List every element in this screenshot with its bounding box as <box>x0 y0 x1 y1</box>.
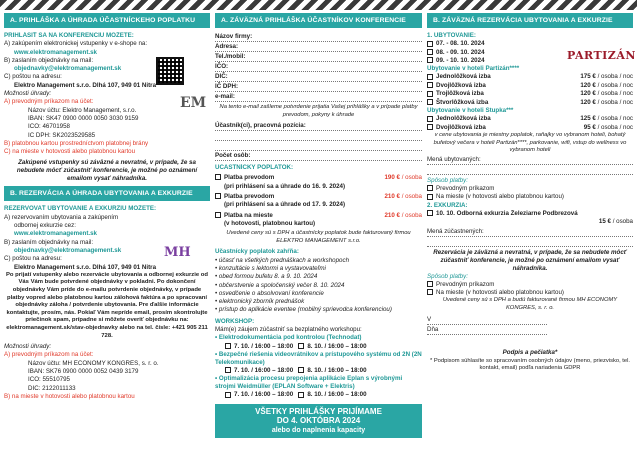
pay-label: Na mieste (v hotovosti alebo platobnou kartou) <box>436 193 564 201</box>
order-info: Po prijatí vstupenky alebo rezervácie ubytovania a odbornej exkurzie od Vás Vám bude potvrdené objednávky v pokladni. Po dokončení objednávky Vám príde do e-mailu potvrdenie objednávky, v prípade platby vopred alebo platobnou kartou zálohová faktúra a po spracovaní objednávky záloha / potvrdenie ubytovania. Pre ďalšie informácie kontaktujte, prosím, nás. Pokiaľ Vám nepríde email, prosím skontrolujte priečinok spam, prípadne si môžete overiť objednávku na: elektromanagement.sk/stav-objednavky alebo na tel. čísle: +421 905 211 728. <box>6 271 208 339</box>
workshop-2: • Bezpečné riešenia videovrátnikov a prístupového systému od 2N (2N Telekomunikace) 7. 10. / 16:00 – 18:00 8. 10. / 16:00 – 18:00 <box>215 350 422 374</box>
checkbox[interactable] <box>427 124 433 130</box>
payment-method-title-1: Spôsob platby: <box>427 176 468 184</box>
field-participants[interactable]: Účastník(ci), pracovná pozícia: <box>215 121 422 131</box>
slot-1: 7. 10. / 16:00 – 18:00 <box>234 391 294 399</box>
payment2-a: A) prevodným príkazom na účet: <box>4 351 94 359</box>
includes-item: • osvedčenie o absolvovaní konferencie <box>215 289 324 297</box>
checkbox[interactable] <box>427 49 433 55</box>
slot-1: 7. 10. / 16:00 – 18:00 <box>234 366 294 374</box>
room-price: 125 € <box>580 115 596 123</box>
checkbox[interactable] <box>427 99 433 105</box>
fee-label: Platba prevodom <box>224 174 275 182</box>
column-accommodation-form <box>427 13 636 373</box>
account2-dic: DIČ: 2122011133 <box>28 384 76 392</box>
account-ico: IČO: 46701958 <box>28 123 70 131</box>
email-note: Na tento e-mail zašleme potvrdenie prijatia Vašej prihlášky a v prípade platby prevodom, pokyny k úhrade <box>219 104 418 118</box>
checkbox[interactable] <box>427 185 433 191</box>
includes-item: • občerstvenie a spoločenský večer 8. 10. 2024 <box>215 281 345 289</box>
date-label: 07. - 08. 10. 2024 <box>436 40 485 48</box>
column-participant-form <box>215 13 422 438</box>
acc-email-link[interactable]: objednavky@elektromanagement.sk <box>14 246 122 254</box>
includes-item: • účasť na všetkých prednáškach a workshopoch <box>215 256 350 264</box>
payment-method-title-2: Spôsob platby: <box>427 272 468 280</box>
excursion-price-row <box>427 218 633 226</box>
checkbox[interactable] <box>427 74 433 80</box>
field-ico[interactable]: IČO: <box>215 62 422 72</box>
field-guest-names[interactable]: Mená ubytovaných: <box>427 155 633 165</box>
checkbox[interactable] <box>215 193 221 199</box>
fee-option-1[interactable] <box>215 174 422 191</box>
section-header-reservation: B. ZÁVÄZNÁ REZERVÁCIA UBYTOVANIA A EXKURZIE <box>427 13 633 28</box>
order-email-link[interactable]: objednavky@elektromanagement.sk <box>14 65 122 73</box>
postal-address: Elektro Management s.r.o. Dlhá 107, 949 01 Nitra <box>14 81 157 89</box>
room-option <box>427 115 633 123</box>
checkbox[interactable] <box>427 57 433 63</box>
payment-a-label: A) prevodným príkazom na účet: <box>4 98 94 106</box>
account2-iban: IBAN: SK76 0900 0000 0052 0439 3179 <box>28 368 139 376</box>
date-label: 08. - 09. 10. 2024 <box>436 48 485 56</box>
fee-option-3[interactable] <box>215 212 422 229</box>
fee-unit: / osoba <box>399 193 422 200</box>
acc-eshop-link[interactable]: www.elektromanagement.sk <box>14 230 97 238</box>
registration-title: PRIHLÁSIŤ SA NA KONFERENCIU MÔŽETE: <box>4 32 134 39</box>
checkbox[interactable] <box>225 392 231 398</box>
room-price: 120 € <box>580 81 596 89</box>
slot-2: 8. 10. / 16:00 – 18:00 <box>307 391 367 399</box>
deadline-banner <box>215 404 422 439</box>
workshop-title: WORKSHOP: <box>215 317 255 325</box>
room-name: Jednolôžková izba <box>436 73 491 81</box>
hotel1-title: Ubytovanie v hoteli Partizán**** <box>427 65 520 73</box>
section-header-accommodation: B. REZERVÁCIA A ÚHRADA UBYTOVANIA A EXKURZIE <box>4 186 210 201</box>
hotel-partizan-logo: PARTIZÁN <box>567 49 636 62</box>
slot-1: 7. 10. / 16:00 – 18:00 <box>234 342 294 350</box>
ticket-note: Zakúpené vstupenky sú záväzné a nevratné, v prípade, že sa nebudete môcť zúčastniť konferencie, je možné po oznámení emailom vysať náhradníka. <box>16 159 198 183</box>
payment-c: C) na mieste v hotovosti alebo platobnou kartou <box>4 148 136 156</box>
pay-label: Na mieste (v hotovosti alebo platobnou kartou) <box>436 289 564 297</box>
option-b: B) zaslaním objednávky na mail: <box>4 56 94 64</box>
room-name: Jednolôžková izba <box>436 115 491 123</box>
room-price: 120 € <box>580 98 596 106</box>
checkbox[interactable] <box>427 289 433 295</box>
room-option <box>427 99 633 107</box>
pay-option <box>427 289 633 297</box>
column-payment-info <box>4 13 210 401</box>
signature-label: Podpis a pečiatka* <box>502 349 558 357</box>
fees-title: ÚČASTNÍCKY POPLATOK: <box>215 164 294 171</box>
workshop-intro: Mám(e) záujem zúčastniť sa bezplatného workshopu: <box>215 326 362 334</box>
accommodation-title: REZERVOVAŤ UBYTOVANIE A EXKURZIU MÔŽETE: <box>4 205 157 213</box>
room-unit: / osoba / noc <box>595 98 633 106</box>
field-company[interactable]: Názov firmy: <box>215 32 422 42</box>
option-a: A) zakúpením elektronickej vstupenky v e-shope na: <box>4 40 148 48</box>
invoice-note: Uvedené ceny sú s DPH a budú fakturované firmou MH ECONOMY KONGRES, s. r. o. <box>442 297 618 311</box>
field-icdph[interactable]: IČ DPH: <box>215 82 422 92</box>
field-date[interactable]: Dňa <box>427 325 547 335</box>
top-stripe-border <box>0 0 637 10</box>
banner-line-3: alebo do naplnenia kapacity <box>271 426 366 434</box>
field-count[interactable]: Počet osôb: <box>215 151 422 161</box>
fee-price: 210 € <box>384 193 400 200</box>
date-option-1 <box>427 40 633 48</box>
slot-2: 8. 10. / 16:00 – 18:00 <box>307 366 367 374</box>
field-excursion-names[interactable]: Mená zúčastnených: <box>427 227 633 237</box>
eshop-link[interactable]: www.elektromanagement.sk <box>14 48 97 56</box>
room-unit: / osoba / noc <box>595 73 633 81</box>
excursion-option <box>427 210 633 218</box>
em-logo-icon: EM <box>180 95 207 111</box>
fee-option-2[interactable] <box>215 193 422 210</box>
workshop-name: Elektrodokumentácia pod kontrolou (Technodat) <box>218 334 362 342</box>
account-holder: Názov účtu: Elektro Management, s.r.o. <box>28 106 137 114</box>
checkbox[interactable] <box>215 212 221 218</box>
option-c: C) poštou na adresu: <box>4 73 62 81</box>
fee-sub: (pri prihlásení sa a úhrade od 17. 9. 2024) <box>224 201 346 209</box>
hotel2-title: Ubytovanie v hoteli Stupka*** <box>427 107 514 115</box>
room-option <box>427 73 633 81</box>
accommodation-title: 1. UBYTOVANIE: <box>427 32 476 39</box>
fee-label: Platba prevodom <box>224 193 275 200</box>
room-price: 120 € <box>580 90 596 98</box>
checkbox[interactable] <box>427 116 433 122</box>
field-dic[interactable]: DIČ: <box>215 72 422 82</box>
includes-item: • prístup do aplikácie eventee (mobilný sprievodca konferenciou) <box>215 306 392 314</box>
acc-option-a-2: odbornej exkurzie cez: <box>14 222 76 230</box>
room-price: 175 € <box>580 73 596 81</box>
excursion-unit: / osoba <box>610 218 633 226</box>
payment2-title: Možnosti úhrady: <box>4 343 52 351</box>
excursion-label: 10. 10. Odborná exkurzia Železiarne Podbrezová <box>436 209 578 217</box>
section-header-registration: A. PRIHLÁŠKA A ÚHRADA ÚČASTNÍCKEHO POPLATKU <box>4 13 210 28</box>
accommodation-note: v cene ubytovania je miestny poplatok, raňajky vo vybranom hoteli, bohatý bufetový večera v hoteli Partizán****, parkovanie, wifi, vstup do wellness vo vybranom hoteli <box>433 132 627 154</box>
checkbox[interactable] <box>427 41 433 47</box>
fee-price: 210 € <box>384 211 400 219</box>
workshop-1: • Elektrodokumentácia pod kontrolou (Technodat) 7. 10. / 16:00 – 18:00 8. 10. / 16:00 – 18:00 <box>215 334 367 350</box>
room-name: Dvojlôžková izba <box>436 81 486 89</box>
includes-title: Účastnícky poplatok zahŕňa: <box>215 248 299 256</box>
account2-holder: Názov účtu: MH ECONOMY KONGRES, s. r. o. <box>28 359 159 367</box>
mh-logo-icon: MH <box>164 245 191 260</box>
checkbox[interactable] <box>215 174 221 180</box>
room-name: Trojlôžková izba <box>436 90 484 98</box>
pay-option <box>427 193 633 201</box>
excursion-price: 15 € <box>598 218 611 226</box>
field-excursion-names-extra[interactable] <box>427 237 633 247</box>
fee-unit: / osoba <box>399 211 422 219</box>
account-iban: IBAN: SK47 0900 0000 0050 3030 9159 <box>28 114 139 122</box>
room-unit: / osoba / noc <box>595 115 633 123</box>
account2-ico: IČO: 55510795 <box>28 376 70 384</box>
acc-option-b: B) zaslaním objednávky na mail: <box>4 238 94 246</box>
checkbox[interactable] <box>427 91 433 97</box>
fee-sub: (v hotovosti, platobnou kartou) <box>224 220 316 228</box>
room-option <box>427 124 633 132</box>
payment2-b: B) na mieste v hotovosti alebo platobnou kartou <box>4 392 135 400</box>
pay-option <box>427 185 633 193</box>
room-name: Štvorlôžková izba <box>436 98 489 106</box>
fees-note: Uvedené ceny sú s DPH a účastnícky poplatok bude fakturovaný firmou ELEKTRO MANAGEMENT s.r.o. <box>226 230 411 244</box>
pay-label: Prevodným príkazom <box>436 185 495 193</box>
acc-option-a: A) rezervovaním ubytovania a zakúpením <box>4 213 119 221</box>
date-label: 09. - 10. 10. 2024 <box>436 56 485 64</box>
pay-label: Prevodným príkazom <box>436 280 495 288</box>
field-participants-extra-2[interactable] <box>215 141 422 151</box>
field-guest-names-extra[interactable] <box>427 165 633 175</box>
workshop-3: • Optimalizácia procesu prepojenia aplikácie Eplan s výrobnými strojmi Weidmüller (EPLAN Software + Elektris) 7. 10. / 16:00 – 18:00 8. 10. / 16:00 – 18:00 <box>215 375 403 399</box>
slot-2: 8. 10. / 16:00 – 18:00 <box>307 342 367 350</box>
field-place[interactable]: V <box>427 315 547 325</box>
field-email[interactable]: e-mail: <box>215 92 422 102</box>
banner-line-2: DO 4. OKTÓBRA 2024 <box>276 416 361 426</box>
field-participants-extra[interactable] <box>215 131 422 141</box>
payment-options-title: Možnosti úhrady: <box>4 90 52 98</box>
acc-option-c: C) poštou na adresu: <box>4 255 62 263</box>
fee-sub: (pri prihlásení sa a úhrade do 16. 9. 2024) <box>224 182 346 190</box>
gdpr-note: * Podpisom súhlasíte so spracovaním osobných údajov (meno, priezvisko, tel. kontakt, email) podľa nariadenia GDPR <box>429 357 631 372</box>
checkbox[interactable] <box>298 343 304 349</box>
account-dic: IČ DPH: SK2023529585 <box>28 131 96 139</box>
payment-b: B) platobnou kartou prostredníctvom platobnej brány <box>4 139 149 147</box>
fee-label: Platba na mieste <box>224 211 273 219</box>
checkbox[interactable] <box>225 343 231 349</box>
checkbox[interactable] <box>298 392 304 398</box>
section-header-participants: A. ZÁVÄZNÁ PRIHLÁŠKA ÚČASTNÍKOV KONFERENCIE <box>215 13 422 28</box>
workshop-name: Optimalizácia procesu prepojenia aplikácie Eplan s výrobnými strojmi Weidmüller (EPLAN Software + Elektris) <box>215 375 403 391</box>
reservation-warning: Rezervácia je záväzná a nevratná, v prípade, že sa nebudete môcť zúčastniť konferencie, je možné po oznámení emailom vysať náhradníka. <box>433 248 627 272</box>
checkbox[interactable] <box>298 367 304 373</box>
excursion-title: 2. EXKURZIA: <box>427 201 468 209</box>
room-option <box>427 90 633 98</box>
checkbox[interactable] <box>427 281 433 287</box>
banner-line-1: VŠETKY PRIHLÁŠKY PRIJÍMAME <box>255 406 382 416</box>
includes-item: • elektronický zborník prednášok <box>215 298 305 306</box>
field-address[interactable]: Adresa: <box>215 42 422 52</box>
checkbox[interactable] <box>427 210 433 216</box>
room-unit: / osoba / noc <box>595 81 633 89</box>
room-name: Dvojlôžková izba <box>436 123 486 131</box>
fee-unit: / osoba <box>399 174 422 182</box>
includes-item: • obed formou bufetu 8. a 9. 10. 2024 <box>215 273 318 281</box>
room-unit: / osoba / noc <box>595 123 633 131</box>
fee-price: 190 € <box>384 174 400 182</box>
room-unit: / osoba / noc <box>595 90 633 98</box>
checkbox[interactable] <box>427 82 433 88</box>
field-phone[interactable]: Tel./mobil: <box>215 52 422 62</box>
room-price: 95 € <box>583 123 596 131</box>
includes-item: • konzultácie s lektormi a vystavovateľmi <box>215 265 326 272</box>
pay-option <box>427 281 633 289</box>
workshop-name: Bezpečné riešenia videovrátnikov a prístupového systému od 2N (2N Telekomunikace) <box>215 350 422 366</box>
checkbox[interactable] <box>225 367 231 373</box>
room-option <box>427 82 633 90</box>
qr-code-icon <box>156 57 184 85</box>
checkbox[interactable] <box>427 194 433 200</box>
acc-postal-address: Elektro Management s.r.o. Dlhá 107, 949 01 Nitra <box>14 263 157 271</box>
